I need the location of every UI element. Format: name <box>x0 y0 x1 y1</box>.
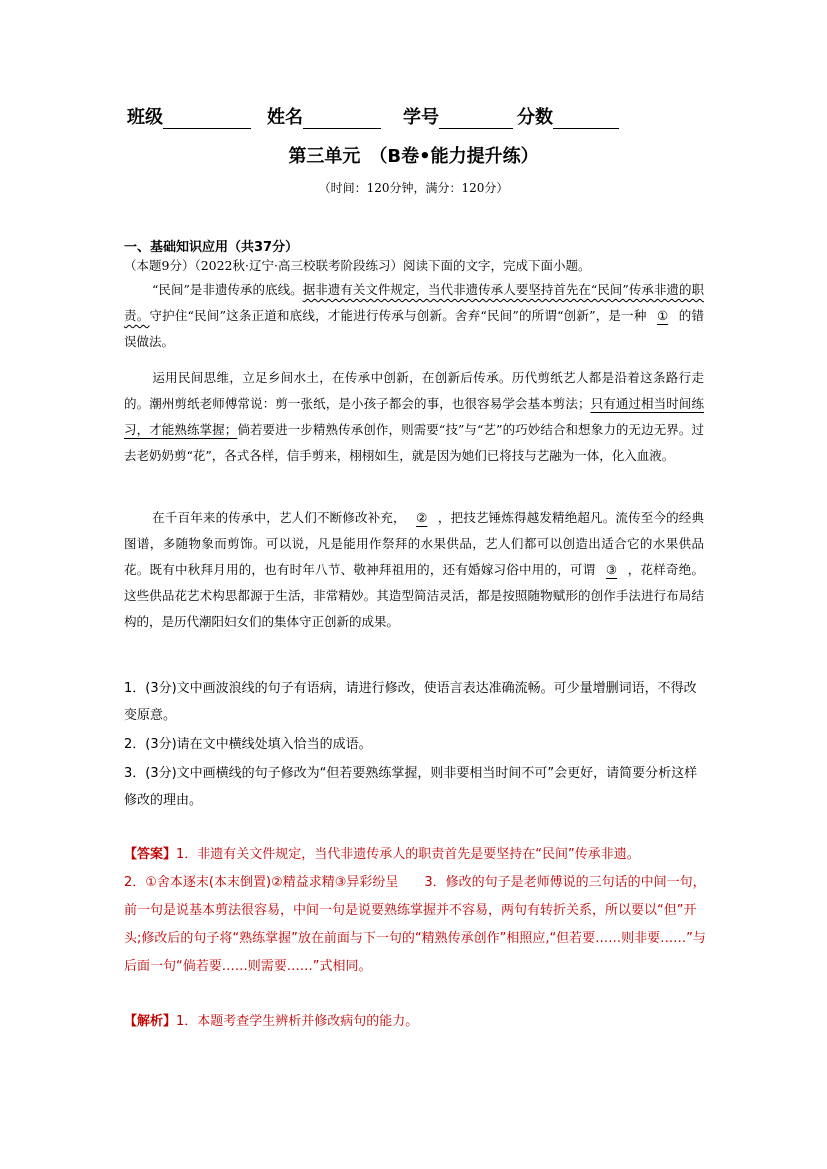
p1-text-c: 的错误做法。 <box>124 308 704 349</box>
section-heading: 一、基础知识应用（共37分） <box>124 240 299 255</box>
p2-text-b: 倘若要进一步精熟传承创作，则需要“技”与“艺”的巧妙结合和想象力的无边无界。过去老奶奶剪“花”，各式各样，信手剪来，栩栩如生，就是因为她们已将技与艺融为一体，化入血液。 <box>124 422 704 463</box>
answer-line-1: 1．非遗有关文件规定，当代非遗传承人的职责首先是要坚持在“民间”传承非遗。 <box>176 847 640 862</box>
score-blank <box>553 110 619 129</box>
question-intro: （本题9分）（2022秋·辽宁·高三校联考阶段练习）阅读下面的文字，完成下面小题。 <box>124 258 591 273</box>
blank-2: ② <box>416 510 428 525</box>
name-blank <box>303 110 381 129</box>
passage-paragraph-3 <box>124 505 704 635</box>
p3-text-b: ，把技艺锤炼得越发精绝超凡。流传至今的经典图谱，多随物象而剪饰。可以说，凡是能用作祭拜的水果供品，艺人们都可以创造出适合它的水果供品花。既有中秋拜月用的，也有时年八节、敬神拜祖用的，还有婚嫁习俗中用的，可谓 <box>124 510 704 577</box>
p3-text-a: 在千百年来的传承中，艺人们不断修改补充， <box>152 510 406 525</box>
answer-block <box>124 841 706 981</box>
class-label: 班级 <box>127 107 163 128</box>
student-info-line <box>127 103 647 129</box>
analysis-text: 1．本题考查学生辨析并修改病句的能力。 <box>176 1014 419 1029</box>
p3-text-c: ，花样奇绝。这些供品花艺术构思都源于生活，非常精妙。其造型简洁灵活，都是按照随物赋形的创作手法进行布局结构的，是历代潮阳妇女们的集体守正创新的成果。 <box>124 562 704 629</box>
p1-text-b: 守护住“民间”这条正道和底线，才能进行传承与创新。舍弃“民间”的所谓“创新”，是一种 <box>149 308 647 323</box>
answer-tag: 【答案】 <box>124 847 177 862</box>
question-2: 2．(3分)请在文中横线处填入恰当的成语。 <box>124 737 372 752</box>
passage-paragraph-1 <box>124 277 704 355</box>
score-label: 分数 <box>517 107 553 128</box>
question-1: 1．(3分)文中画波浪线的句子有语病，请进行修改，使语言表达准确流畅。可少量增删词语，不得改变原意。 <box>124 681 697 723</box>
p2-text-a: 运用民间思维，立足乡间水土，在传承中创新，在创新后传承。历代剪纸艺人都是沿着这条路行走的。潮州剪纸老师傅常说：剪一张纸，是小孩子都会的事，也很容易学会基本剪法； <box>124 370 704 411</box>
page-title: 第三单元 （B卷•能力提升练） <box>288 146 539 167</box>
p1-text-a: “民间”是非遗传承的底线。 <box>152 282 303 297</box>
wavy-underlined-sentence: 据非遗有关文件规定，当代非遗传承人要坚持首先在“民间”传承非遗的职责。 <box>124 282 704 323</box>
analysis-block <box>124 1010 418 1029</box>
blank-3: ③ <box>605 562 618 577</box>
answer-line-2: 2．①舍本逐末(本末倒置)②精益求精③异彩纷呈 3．修改的句子是老师傅说的三句话的中间一句，前一句是说基本剪法很容易，中间一句是说要熟练掌握并不容易，两句有转折关系，所以要以“但”开头;修改后的句子将“熟练掌握”放在前面与下一句的“精熟传承创作”相照应,“但若要……则非要……”与后面一句“倘若要……则需要……”式相同。 <box>124 875 706 974</box>
passage-paragraph-2 <box>124 365 704 469</box>
name-label: 姓名 <box>267 107 303 128</box>
question-3: 3．(3分)文中画横线的句子修改为“但若要熟练掌握，则非要相当时间不可”会更好，请简要分析这样修改的理由。 <box>124 766 698 808</box>
id-blank <box>439 110 513 129</box>
blank-1: ① <box>656 308 669 323</box>
class-blank <box>163 110 251 129</box>
id-label: 学号 <box>403 107 439 128</box>
straight-underlined-sentence: 只有通过相当时间练习，才能熟练掌握； <box>124 396 704 437</box>
analysis-tag: 【解析】 <box>124 1014 177 1029</box>
page-subtitle: （时间：120分钟，满分：120分） <box>318 181 509 195</box>
